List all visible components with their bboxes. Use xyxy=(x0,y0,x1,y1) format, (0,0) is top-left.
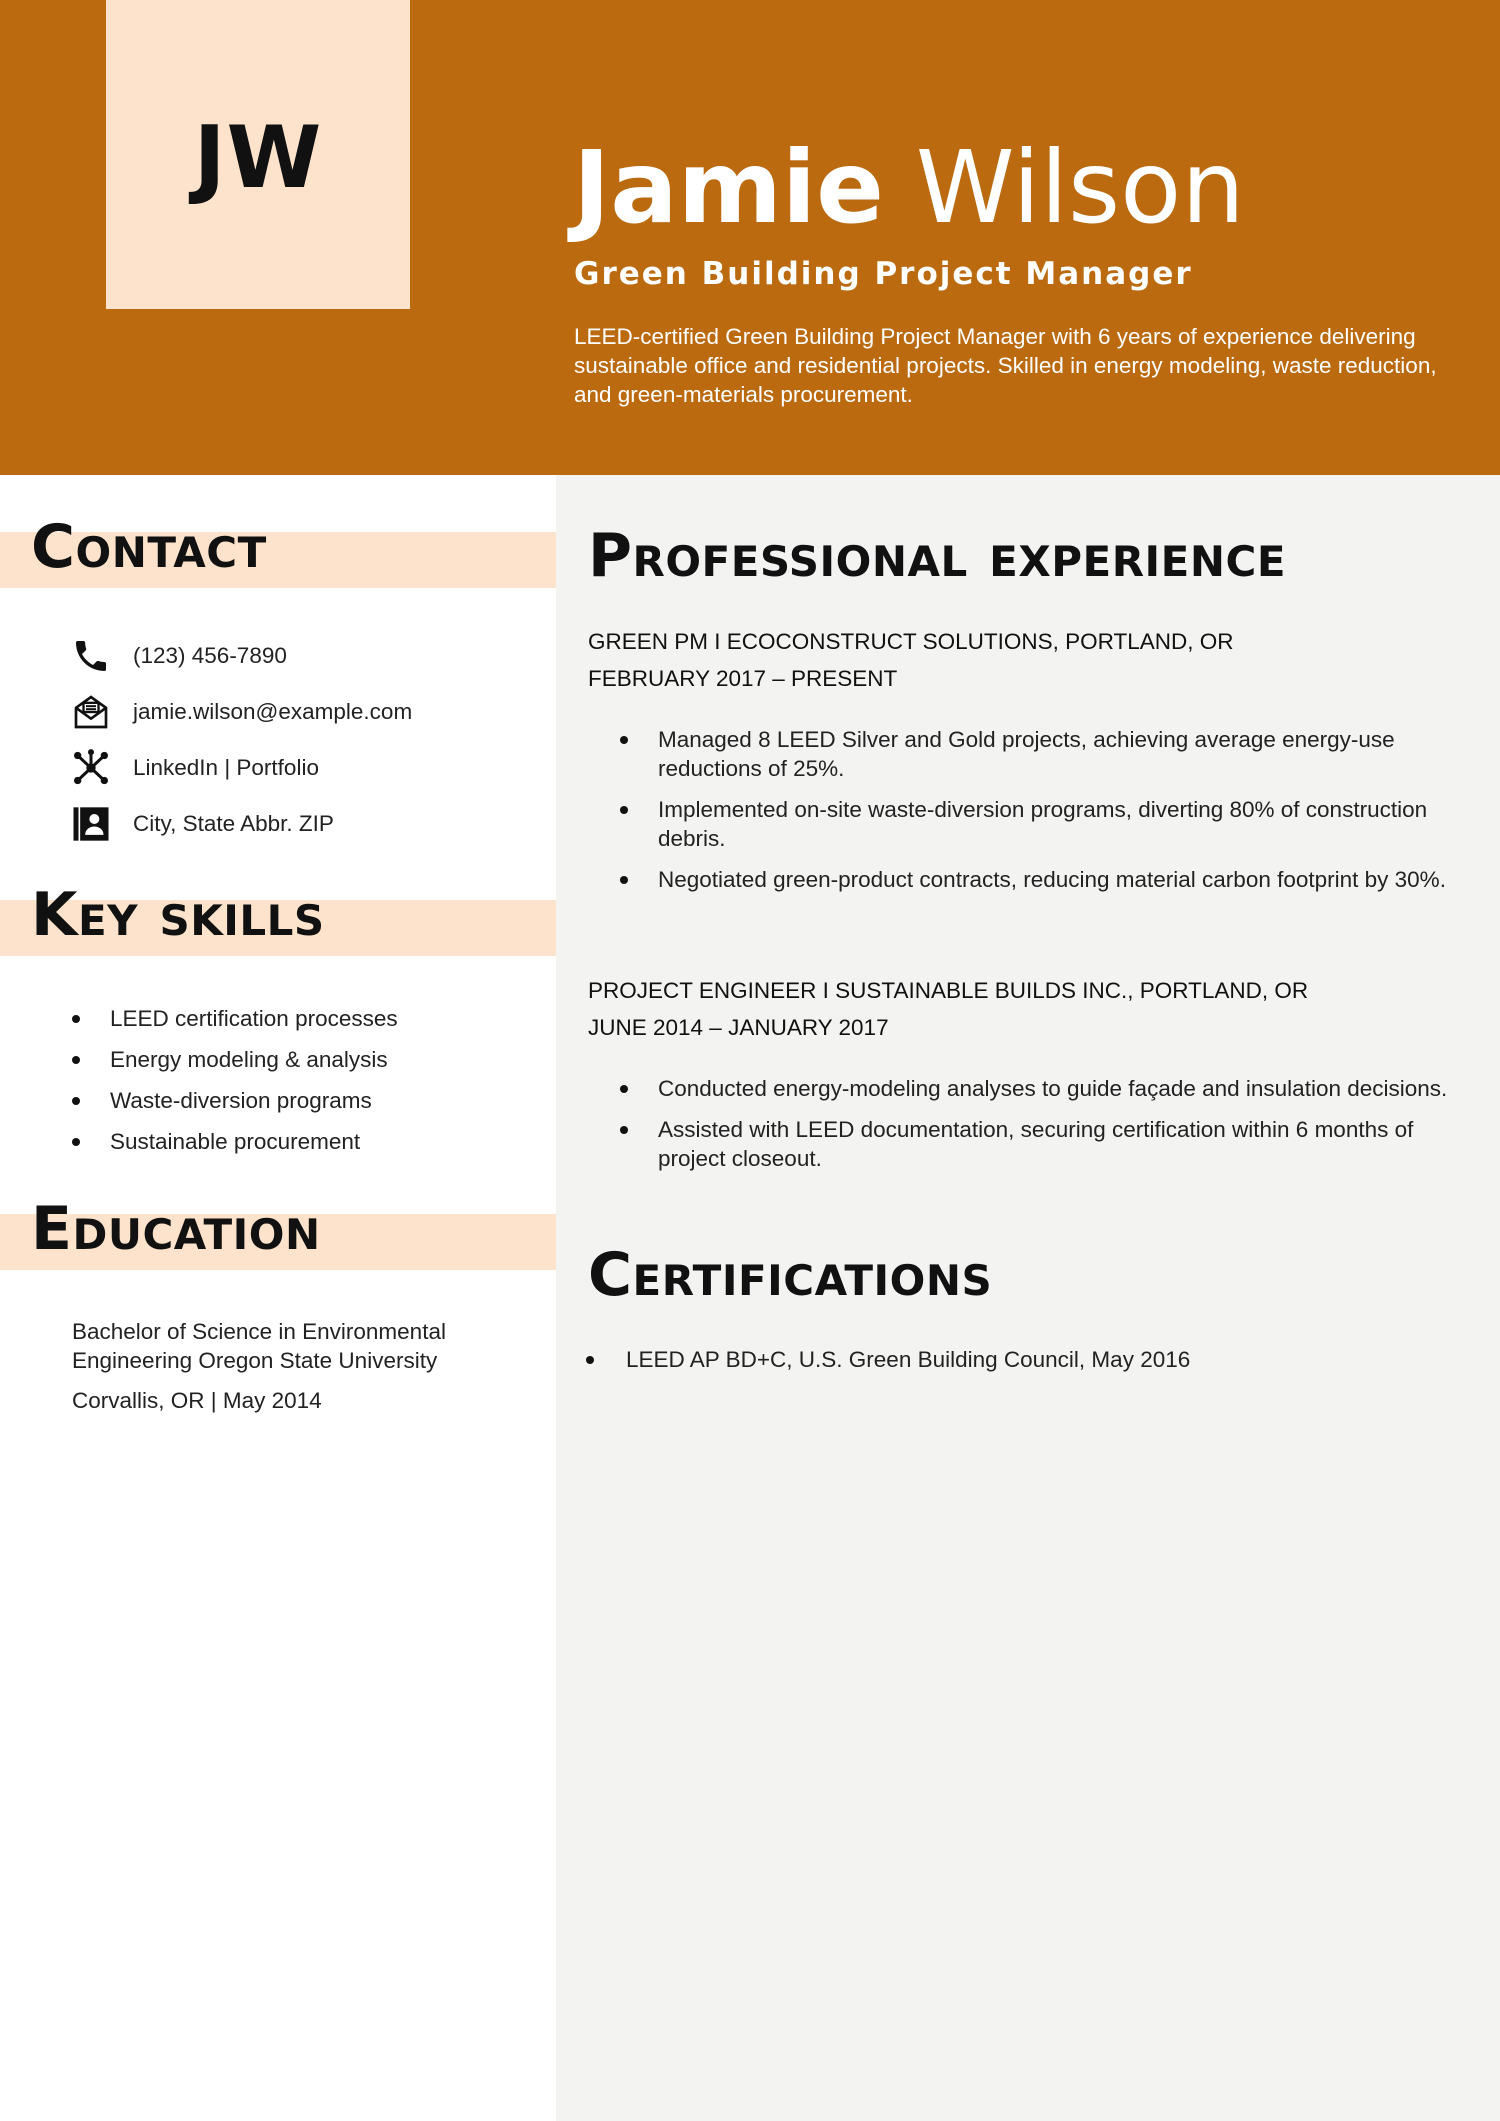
skills-list xyxy=(70,998,398,1162)
skill-item: LEED certification processes xyxy=(70,998,398,1039)
skill-item: Sustainable procurement xyxy=(70,1121,398,1162)
profile-summary: LEED-certified Green Building Project Manager with 6 years of experience delivering sustainable office and residential projects. Skilled in energy modeling, waste reduction, and green-materials procurement. xyxy=(574,324,1437,407)
job-1-bullets xyxy=(620,725,1450,906)
contact-email[interactable] xyxy=(70,690,412,734)
contact-address[interactable] xyxy=(70,802,334,846)
job-bullet: Negotiated green-product contracts, reducing material carbon footprint by 30%. xyxy=(620,865,1450,894)
first-name: Jamie xyxy=(573,129,884,246)
email-icon xyxy=(70,691,112,733)
job-title: Green Building Project Manager xyxy=(574,256,1193,292)
monogram: JW xyxy=(193,107,323,208)
job-2-title: PROJECT ENGINEER I SUSTAINABLE BUILDS INC., PORTLAND, OR xyxy=(588,978,1309,1003)
job-bullet: Assisted with LEED documentation, securing certification within 6 months of project closeout. xyxy=(620,1115,1450,1173)
education-location-date: Corvallis, OR | May 2014 xyxy=(72,1388,322,1413)
job-bullet: Conducted energy-modeling analyses to guide façade and insulation decisions. xyxy=(620,1074,1450,1103)
candidate-name xyxy=(573,128,1245,248)
certification-item: LEED AP BD+C, U.S. Green Building Council, May 2016 xyxy=(586,1345,1446,1374)
phone-number: (123) 456-7890 xyxy=(133,643,287,668)
contact-heading: Contact xyxy=(31,512,267,582)
contact-links[interactable] xyxy=(70,746,319,790)
experience-heading: Professional experience xyxy=(588,521,1287,591)
job-2-dates: JUNE 2014 – JANUARY 2017 xyxy=(588,1015,889,1040)
monogram-box xyxy=(106,0,410,309)
education-heading: Education xyxy=(31,1194,321,1264)
email-address: jamie.wilson@example.com xyxy=(133,699,413,724)
skill-item: Energy modeling & analysis xyxy=(70,1039,398,1080)
job-bullet: Managed 8 LEED Silver and Gold projects, achieving average energy-use reductions of 25%. xyxy=(620,725,1450,783)
phone-icon xyxy=(70,635,112,677)
certifications-heading: Certifications xyxy=(588,1240,993,1310)
network-icon xyxy=(70,747,112,789)
skill-item: Waste-diversion programs xyxy=(70,1080,398,1121)
links-text: LinkedIn | Portfolio xyxy=(133,755,319,780)
job-2-bullets xyxy=(620,1074,1450,1185)
education-degree: Bachelor of Science in Environmental Engineering Oregon State University xyxy=(72,1319,446,1373)
job-1-title: GREEN PM I ECOCONSTRUCT SOLUTIONS, PORTLAND, OR xyxy=(588,629,1234,654)
certifications-list xyxy=(586,1345,1446,1374)
address-book-icon xyxy=(70,803,112,845)
skills-heading: Key skills xyxy=(31,880,325,950)
job-bullet: Implemented on-site waste-diversion programs, diverting 80% of construction debris. xyxy=(620,795,1450,853)
job-1-dates: FEBRUARY 2017 – PRESENT xyxy=(588,666,898,691)
address-text: City, State Abbr. ZIP xyxy=(133,811,334,836)
contact-phone[interactable] xyxy=(70,634,287,678)
last-name: Wilson xyxy=(915,129,1245,246)
